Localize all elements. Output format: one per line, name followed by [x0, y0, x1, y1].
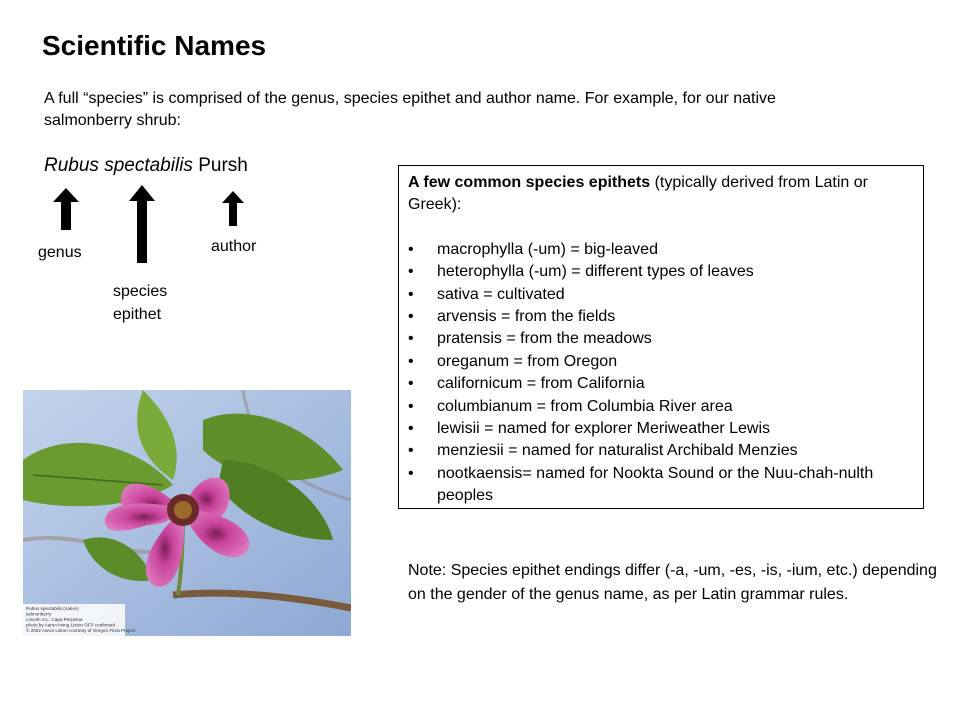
intro-paragraph: A full “species” is comprised of the genus, species epithet and author name. For example, for our native salmonberry shrub: [44, 90, 776, 129]
epithets-box [398, 165, 924, 509]
author-label: author [211, 238, 257, 255]
species-epithet-name: spectabilis [104, 155, 193, 176]
list-item: • lewisii = named for explorer Meriweather Lewis [408, 418, 914, 440]
list-item: • californicum = from California [408, 373, 914, 395]
list-item: • arvensis = from the fields [408, 306, 914, 328]
list-item: • nootkaensis= named for Nookta Sound or the Nuu-chah-nulth peoples [408, 463, 914, 508]
epithets-heading-bold: A few common species epithets [408, 174, 651, 191]
list-item: • sativa = cultivated [408, 284, 914, 306]
author-arrow-icon [222, 191, 244, 226]
note-text: Note: Species epithet endings differ (-a, -um, -es, -is, -ium, etc.) depending on the gender of the genus name, as per Latin grammar rules. [408, 562, 937, 603]
author-name: Pursh [198, 155, 248, 176]
genus-name: Rubus [44, 155, 99, 176]
scientific-name-example [44, 155, 248, 177]
photo-caption-line: Lincoln Co.: Cape Perpetua [26, 617, 83, 622]
list-item: • macrophylla (-um) = big-leaved [408, 239, 914, 261]
genus-label: genus [38, 244, 82, 261]
list-item: • columbianum = from Columbia River area [408, 396, 914, 418]
genus-arrow-icon [53, 188, 79, 230]
photo-caption-line: salmonberry [26, 611, 52, 617]
epithets-heading-rest: (typically derived from Latin or Greek): [408, 174, 868, 214]
photo-caption-line: Rubus spectabilis (native) [26, 606, 79, 611]
slide-title: Scientific Names [42, 30, 267, 61]
salmonberry-flower-illustration [23, 390, 351, 636]
list-item: • heterophylla (-um) = different types of leaves [408, 261, 914, 283]
salmonberry-photo [23, 390, 351, 636]
epithets-list [408, 239, 914, 508]
photo-caption-line: © 2002 Aaron Liston courtesy of Oregon Flora Project [26, 628, 136, 633]
list-item: • pratensis = from the meadows [408, 328, 914, 350]
list-item: • oreganum = from Oregon [408, 351, 914, 373]
epithets-heading [408, 172, 914, 217]
list-item: • menziesii = named for naturalist Archibald Menzies [408, 440, 914, 462]
species-label-line1: species [113, 283, 168, 300]
species-label-line2: epithet [113, 306, 162, 323]
species-arrow-icon [129, 185, 155, 263]
photo-caption-line: photo by Aaron Irving Liston OFP confirmed [26, 622, 116, 628]
